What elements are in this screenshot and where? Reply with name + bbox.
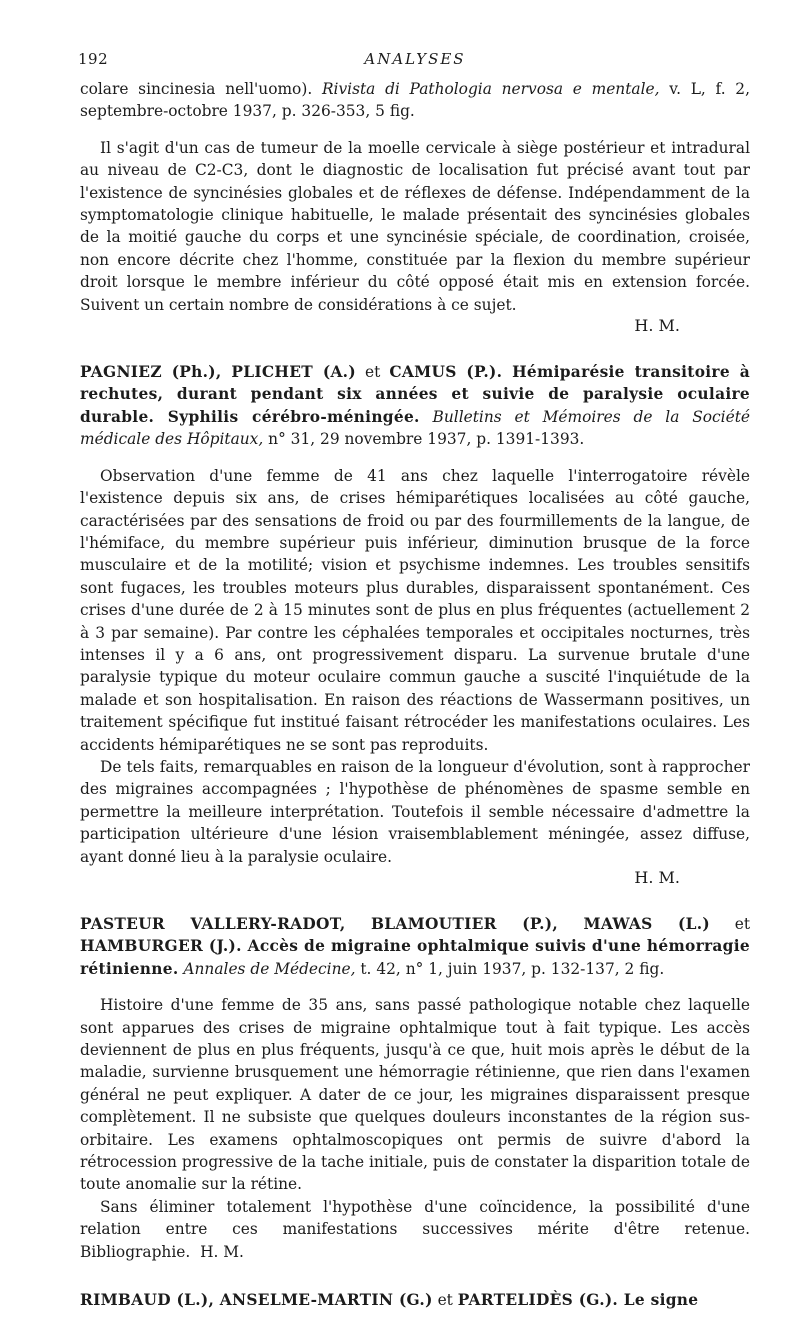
abstract-2: [80, 465, 750, 887]
abstract-signature: H. M.: [634, 316, 680, 336]
page-number: 192: [78, 50, 109, 68]
bibliographic-entry-4: RIMBAUD (L.), ANSELME-MARTIN (G.) et PARTELIDÈS (G.). Le signe: [80, 1291, 699, 1310]
entry-authors: PASTEUR VALLERY-RADOT, BLAMOUTIER (P.), MAWAS (L.): [80, 915, 710, 933]
journal-name: Bulletins et Mémoires de la Société médicale des Hôpitaux,: [80, 407, 750, 449]
abstract-signature: H. M.: [634, 868, 680, 887]
abstract-signature: H. M.: [200, 1242, 244, 1261]
bibliographic-entry-2: PAGNIEZ (Ph.), PLICHET (A.) et CAMUS (P.). Hémiparésie transitoire à rechutes, durant pendant six années et suivie de paralysie oculaire durable. Syphilis cérébro-méningée. Bulletins et Mémoires de la Société médicale des Hôpitaux, n° 31, 29 novembre 1937, p. 1391-1393.: [80, 363, 751, 449]
entry-authors-2: CAMUS (P.).: [389, 363, 503, 382]
running-title: ANALYSES: [364, 50, 466, 68]
journal-name: Annales de Médecine,: [178, 959, 356, 978]
abstract-paragraph: Il s'agit d'un cas de tumeur de la moelle cervicale à siège postérieur et intradural au niveau de C2-C3, dont le diagnostic de localisation fut précisé avant tout par l'existence de syncinésies globales et de réflexes de défense. Indépendamment de la symptomatologie clinique habituelle, le malade présentait des syncinésies globales de la moitié gauche du corps et une syncinésie spéciale, de coordination, croisée, non encore décrite chez l'homme, constituée par la flexion du membre supérieur droit lorsque le membre inférieur du côté opposé était mis en extension forcée. Suivent un certain nombre de considérations à ce sujet.: [80, 138, 750, 314]
journal-name: Rivista di Pathologia nervosa e mentale,: [321, 80, 660, 98]
entry-details: n° 31, 29 novembre 1937, p. 1391-1393.: [263, 430, 585, 449]
running-header: [80, 50, 750, 74]
bibliographic-entry-3: PASTEUR VALLERY-RADOT, BLAMOUTIER (P.), MAWAS (L.) et HAMBURGER (J.). Accès de migraine ophtalmique suivis d'une hémorragie rétinienne. Annales de Médecine, t. 42, n° 1, juin 1937, p. 132-137, 2 fig.: [80, 915, 750, 978]
entry-details: t. 42, n° 1, juin 1937, p. 132-137, 2 fig.: [355, 959, 665, 978]
entry-title: Hémiparésie transitoire à rechutes, durant pendant six années et suivie de paralysie oculaire durable. Syphilis cérébro-méningée.: [80, 363, 751, 426]
abstract-1: [80, 137, 750, 335]
abstract-paragraph: Observation d'une femme de 41 ans chez laquelle l'interrogatoire révèle l'existence depuis six ans, de crises hémiparétiques localisées au côté gauche, caractérisées par des sensations de froid ou par des fourmillements de la langue, de l'hémiface, du membre supérieur puis inférieur, diminution brusque de la force musculaire et de la motilité; vision et psychisme indemnes. Les troubles sensitifs sont fugaces, les troubles moteurs plus durables, disparaissent spontanément. Ces crises d'une durée de 2 à 15 minutes sont de plus en plus fréquentes (actuellement 2 à 3 par semaine). Par contre les céphalées temporales et occipitales nocturnes, très intenses il y a 6 ans, ont progressivement disparu. La survenue brutale d'une paralysie typique du moteur oculaire commun gauche a suscité l'inquiétude de la malade et son hospitalisation. En raison des réactions de Wassermann positives, un traitement spécifique fut institué faisant rétrocéder les manifestations oculaires. Les accidents hémiparétiques ne se sont pas reproduits.: [80, 466, 750, 754]
entry-continuation: colare sincinesia nell'uomo). Rivista di Pathologia nervosa e mentale, v. L, f. 2, septembre-octobre 1937, p. 326-353, 5 fig.: [80, 80, 750, 121]
entry-authors-2: HAMBURGER (J.).: [80, 937, 242, 956]
abstract-paragraph: Histoire d'une femme de 35 ans, sans passé pathologique notable chez laquelle sont apparues des crises de migraine ophtalmique tout à fait typique. Les accès deviennent de plus en plus fréquents, jusqu'à ce que, huit mois après le début de la maladie, survienne brusquement une hémorragie rétinienne, que rien dans l'examen général ne peut expliquer. A dater de ce jour, les migraines disparaissent presque complètement. Il ne subsiste que quelques douleurs inconstantes de la région sus-orbitaire. Les examens ophtalmoscopiques ont permis de suivre d'abord la rétrocession progressive de la tache initiale, puis de constater la disparition totale de toute anomalie sur la rétine.: [80, 996, 750, 1194]
entry-authors: RIMBAUD (L.), ANSELME-MARTIN (G.): [80, 1291, 433, 1310]
abstract-paragraph: De tels faits, remarquables en raison de la longueur d'évolution, sont à rapprocher des migraines accompagnées ; l'hypothèse de phénomènes de spasme semble en permettre la meilleure interprétation. Toutefois il semble nécessaire d'admettre la participation ultérieure d'une lésion vraisemblablement méningée, assez diffuse, ayant donné lieu à la paralysie oculaire.: [80, 757, 750, 866]
page: [80, 50, 750, 1312]
entry-authors: PAGNIEZ (Ph.), PLICHET (A.): [80, 363, 356, 382]
entry-authors-2: PARTELIDÈS (G.).: [457, 1291, 619, 1310]
abstract-paragraph: Sans éliminer totalement l'hypothèse d'une coïncidence, la possibilité d'une relation entre ces manifestations successives mérite d'être retenue. Bibliographie. H. M.: [80, 1197, 750, 1261]
abstract-3: [80, 994, 750, 1263]
entry-title: Le signe: [618, 1291, 699, 1310]
entry-title: Accès de migraine ophtalmique suivis d'une hémorragie rétinienne.: [80, 937, 750, 978]
